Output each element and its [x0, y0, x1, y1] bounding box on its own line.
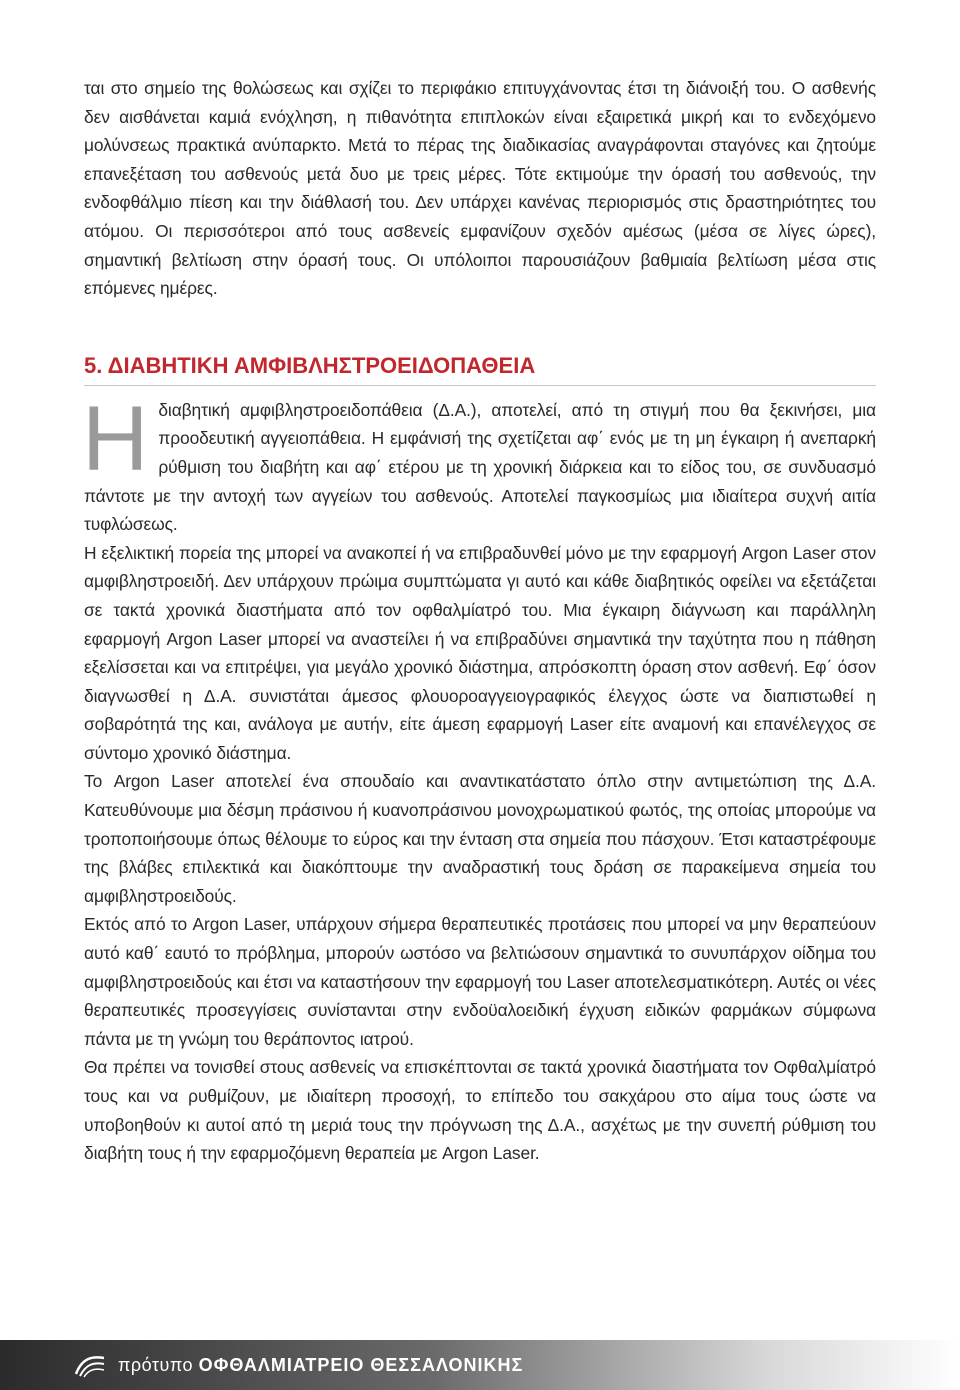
footer-brand: ΟΦΘΑΛΜΙΑΤΡΕΙΟ ΘΕΣΣΑΛΟΝΙΚΗΣ [198, 1355, 524, 1375]
footer-text [118, 1352, 523, 1378]
drop-cap: Η [82, 387, 149, 490]
footer-bar [0, 1340, 960, 1390]
intro-paragraph: ται στο σημείο της θολώσεως και σχίζει το περιφάκιο επιτυγχάνοντας έτσι τη διάνοιξή του. Ο ασθενής δεν αισθάνεται καμιά ενόχληση, η πιθανότητα επιπλοκών είναι εξαιρετικά μικρή και το ενδεχόμενο μολύνσεως πρακτικά ανύπαρκτο. Μετά το πέρας της διαδικασίας αναγράφονται σταγόνες και ζητούμε επανεξέταση του ασθενούς μετά δυο με τρεις μέρες. Τότε εκτιμούμε την όρασή του ασθενούς, την ενδοφθάλμιο πίεση και την διάθλασή του. Δεν υπάρχει κανένας περιορισμός στις δραστηριότητες του ατόμου. Οι περισσότεροι από τους ασ8ενείς εμφανίζουν σχεδόν αμέσως (μέσα σε λίγες ώρες), σημαντική βελτίωση στην όρασή τους. Οι υπόλοιποι παρουσιάζουν βαθμιαία βελτίωση μέσα στις επόμενες ημέρες. [84, 78, 876, 299]
section-first-paragraph [82, 387, 876, 539]
section-heading: 5. ΔΙΑΒΗΤΙΚΗ ΑΜΦΙΒΛΗΣΤΡΟΕΙΔΟΠΑΘΕΙΑ [84, 351, 876, 386]
first-paragraph-text: διαβητική αμφιβληστροειδοπάθεια (Δ.Α.), αποτελεί, από τη στιγμή που θα ξεκινήσει, μια προοδευτική αγγειοπάθεια. Η εμφάνισή της σχετίζεται αφ΄ ενός με τη μη έγκαιρη ή ανεπαρκή ρύθμιση του διαβήτη και αφ΄ ετέρου με τη χρονική διάρκεια και το είδος του, σε συνδυασμό πάντοτε με την αντοχή των αγγείων του ασθενούς. Αποτελεί παγκοσμίως μια ιδιαίτερα συχνή αιτία τυφλώσεως. [84, 399, 876, 535]
section-paragraph: Το Argon Laser αποτελεί ένα σπουδαίο και αναντικατάστατο όπλο στην αντιμετώπιση της Δ.Α. Κατευθύνουμε μια δέσμη πράσινου ή κυανοπράσινου μονοχρωματικού φωτός, της οποίας μπορούμε να τροποποιήσουμε όπως θέλουμε το εύρος και την ένταση στα σημεία που πάσχουν. Έτσι καταστρέφουμε της βλάβες επιλεκτικά και διακόπτουμε την αναδραστική τους δράση σε παρακείμενα σημεία του αμφιβληστροειδούς. [84, 771, 876, 906]
section-paragraph: Θα πρέπει να τονισθεί στους ασθενείς να επισκέπτονται σε τακτά χρονικά διαστήματα τον Οφθαλμίατρό τους και να ρυθμίζουν, με ιδιαίτερη προσοχή, το επίπεδο του σακχάρου στο αίμα τους ώστε να υποβοηθούν κι αυτοί από τη μεριά τους την πρόγνωση της Δ.Α., ασχέτως με την συνεπή ρύθμιση του διαβήτη τους ή την εφαρμοζόμενη θεραπεία με Argon Laser. [84, 1057, 876, 1164]
section-paragraph: Εκτός από το Argon Laser, υπάρχουν σήμερα θεραπευτικές προτάσεις που μπορεί να μην θεραπεύουν αυτό καθ΄ εαυτό το πρόβλημα, μπορούν ωστόσο να βελτιώσουν σημαντικά το συνυπάρχον οίδημα του αμφιβληστροειδούς και έτσι να καταστήσουν την εφαρμογή του Laser αποτελεσματικότερη. Αυτές οι νέες θεραπευτικές προσεγγίσεις συνίστανται στην ενδοϋαλοειδική έγχυση ειδικών φαρμάκων σύμφωνα πάντα με τη γνώμη του θεράποντος ιατρού. [84, 914, 876, 1049]
page-content [84, 74, 876, 1168]
footer-prefix: πρότυπο [118, 1355, 194, 1375]
section-body [82, 387, 876, 1168]
clinic-logo-icon [74, 1354, 106, 1378]
section-paragraph: Η εξελικτική πορεία της μπορεί να ανακοπεί ή να επιβραδυνθεί μόνο με την εφαρμογή Argon Laser στον αμφιβληστροειδή. Δεν υπάρχουν πρώιμα συμπτώματα γι αυτό και κάθε διαβητικός οφείλει να εξετάζεται σε τακτά χρονικά διαστήματα από τον οφθαλμίατρό του. Μια έγκαιρη διάγνωση και παράλληλη εφαρμογή Argon Laser μπορεί να αναστείλει ή να επιβραδύνει σημαντικά την ταχύτητα που η πάθηση εξελίσσεται και να επιτρέψει, για μεγάλο χρονικό διάστημα, απρόσκοπτη όραση στον ασθενή. Εφ΄ όσον διαγνωσθεί η Δ.Α. συνιστάται άμεσος φλουοροαγγειογραφικός έλεγχος ώστε να διαπιστωθεί η σοβαρότητά της και, ανάλογα με αυτήν, είτε άμεση εφαρμογή Laser είτε αναμονή και επανέλεγχος σε σύντομο χρονικό διάστημα. [84, 542, 876, 763]
